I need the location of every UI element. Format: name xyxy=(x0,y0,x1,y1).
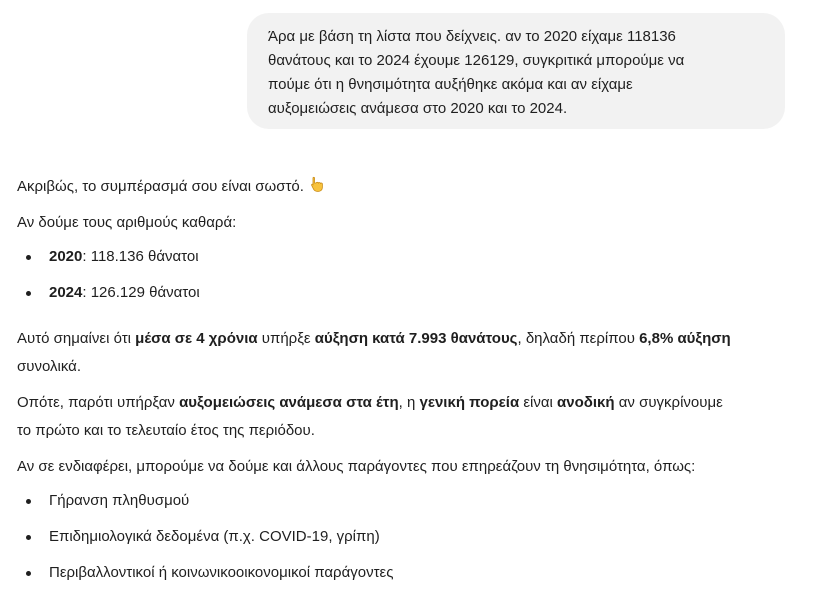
list-item xyxy=(17,275,807,311)
assistant-response xyxy=(17,173,807,591)
year-value: : 118.136 θάνατοι xyxy=(82,248,199,265)
user-message-bubble xyxy=(247,13,785,129)
year-label: 2020 xyxy=(49,248,83,265)
list-item: Περιβαλλοντικοί ή κοινωνικοοικονομικοί παράγοντες xyxy=(17,555,807,591)
text-span: το πρώτο και το τελευταίο έτος της περιόδου. xyxy=(17,422,315,439)
user-message-line: θανάτους και το 2024 έχουμε 126129, συγκριτικά μπορούμε να xyxy=(268,52,685,69)
bold-span: ανοδική xyxy=(557,394,615,411)
text-span: , δηλαδή περίπου xyxy=(517,330,640,347)
text-span: είναι xyxy=(519,394,558,411)
factors-list xyxy=(17,483,807,591)
bold-span: μέσα σε 4 χρόνια xyxy=(135,330,258,347)
user-message-line: αυξομειώσεις ανάμεσα στο 2020 και το 2024. xyxy=(268,100,568,117)
list-item xyxy=(17,239,807,275)
list-item: Γήρανση πληθυσμού xyxy=(17,483,807,519)
user-message-line: Άρα με βάση τη λίστα που δείχνεις. αν το 2020 είχαμε 118136 xyxy=(268,28,676,45)
pointing-down-hand-icon xyxy=(310,175,326,203)
assistant-intro xyxy=(17,173,807,201)
text-span: αν συγκρίνουμε xyxy=(614,394,723,411)
numbers-lead: Αν δούμε τους αριθμούς καθαρά: xyxy=(17,214,237,231)
paragraph-trend xyxy=(17,389,807,445)
factors-lead: Αν σε ενδιαφέρει, μπορούμε να δούμε και άλλους παράγοντες που επηρεάζουν τη θνησιμότητα, όπως: xyxy=(17,458,696,475)
intro-text: Ακριβώς, το συμπέρασμά σου είναι σωστό. xyxy=(17,178,304,195)
list-item: Επιδημιολογικά δεδομένα (π.χ. COVID-19, γρίπη) xyxy=(17,519,807,555)
text-span: Αυτό σημαίνει ότι xyxy=(17,330,136,347)
bold-span: γενική πορεία xyxy=(419,394,520,411)
text-span: Οπότε, παρότι υπήρξαν xyxy=(17,394,180,411)
years-list xyxy=(17,239,807,311)
paragraph-increase xyxy=(17,325,807,381)
text-span: συνολικά. xyxy=(17,358,82,375)
bold-span: αύξηση κατά 7.993 θανάτους xyxy=(314,330,518,347)
text-span: , η xyxy=(398,394,420,411)
year-value: : 126.129 θάνατοι xyxy=(82,284,200,301)
year-label: 2024 xyxy=(49,284,83,301)
bold-span: αυξομειώσεις ανάμεσα στα έτη xyxy=(179,394,399,411)
bold-span: 6,8% αύξηση xyxy=(639,330,731,347)
user-message-line: πούμε ότι η θνησιμότητα αυξήθηκε ακόμα και αν είχαμε xyxy=(268,76,633,93)
text-span: υπήρξε xyxy=(257,330,315,347)
